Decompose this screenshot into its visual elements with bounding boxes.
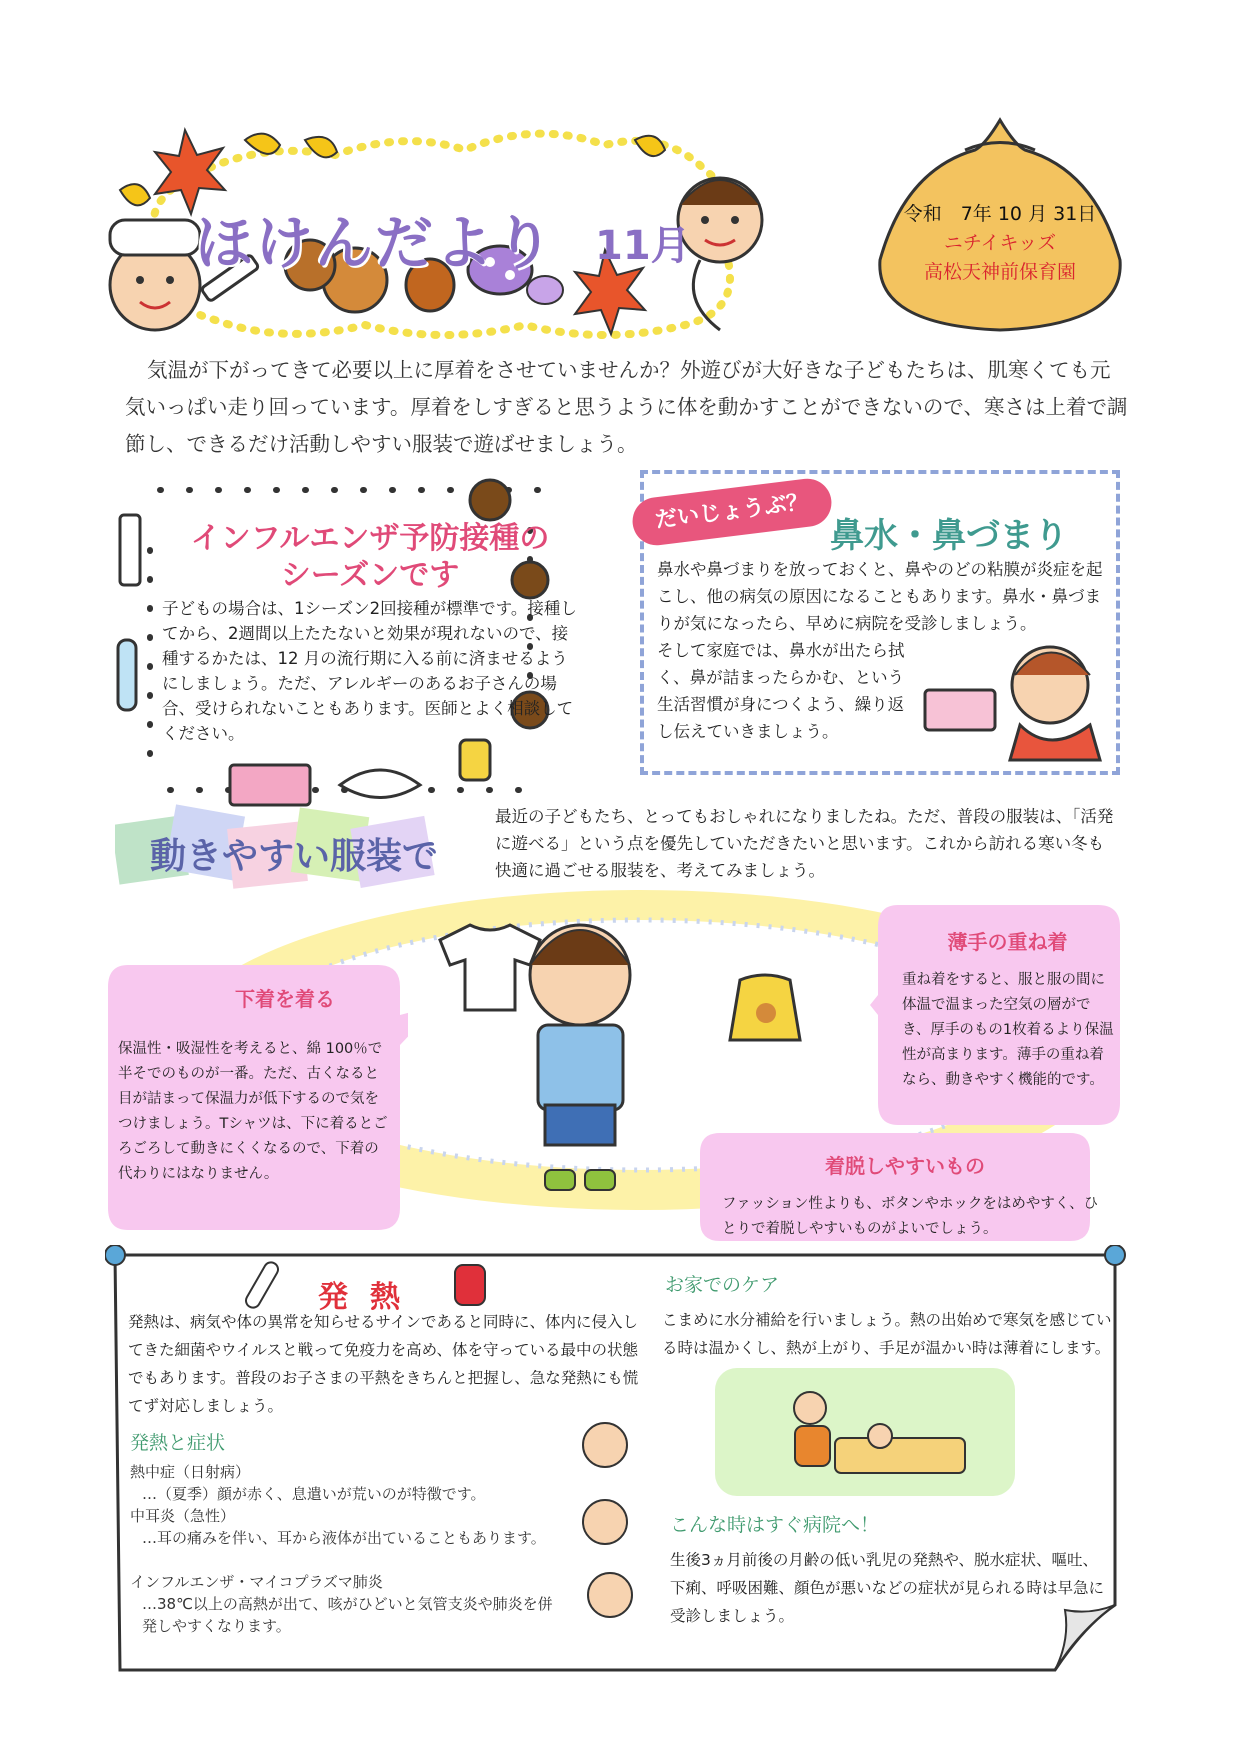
easy-wear-title: 着脱しやすいもの — [825, 1154, 985, 1178]
ice-pack-icon — [455, 1265, 485, 1305]
page-title: ほけんだより — [195, 209, 556, 277]
underwear-title: 下着を着る — [235, 987, 335, 1011]
thermometer-icon — [243, 1260, 280, 1310]
spray-bottle-icon — [460, 740, 490, 780]
hospital-text: 生後3ヵ月前後の月齢の低い乳児の発熱や、脱水症状、嘔吐、下痢、呼吸困難、顔色が悪いなどの症状が見られる時は早急に受診しましょう。 — [670, 1551, 1105, 1625]
issue-month: 11月 — [595, 223, 691, 269]
thermometer-icon — [118, 640, 136, 710]
syringe-icon — [120, 515, 140, 585]
symptom-desc: …38℃以上の高熱が出て、咳がひどいと気管支炎や肺炎を併発しやすくなります。 — [142, 1595, 553, 1635]
clothes-intro: 最近の子どもたち、とってもおしゃれになりましたね。ただ、普段の服装は、「活発に遊べる」という点を優先していただきたいと思います。これから訪れる寒い冬も快適に過ごせる服装を、考えてみましょう。 — [495, 807, 1114, 880]
child-blowing-nose-icon — [920, 640, 1110, 765]
symptoms-heading: 発熱と症状 — [130, 1432, 226, 1454]
symptom-name: 熱中症（日射病） — [130, 1463, 251, 1481]
issue-date: 令和 7年 10 月 31日 — [903, 203, 1097, 225]
home-care-text: こまめに水分補給を行いましょう。熱の出始めで寒気を感じている時は温かくし、熱が上がり、手足が温かい時は薄着にします。 — [662, 1311, 1112, 1357]
vest-icon — [730, 975, 800, 1040]
layering-text: 重ね着をすると、服と服の間に体温で温まった空気の層ができ、厚手のもの1枚着るより保温性が高まります。薄手の重ね着なら、動きやすく機能的です。 — [902, 972, 1114, 1088]
ginkgo-leaf-icon — [635, 136, 665, 156]
sick-child-face-icon — [583, 1423, 627, 1467]
clothes-title: 動きやすい服装で — [150, 836, 439, 877]
symptom-name: インフルエンザ・マイコプラズマ肺炎 — [130, 1573, 383, 1591]
hospital-heading: こんな時はすぐ病院へ！ — [670, 1514, 880, 1536]
symptom-desc: …（夏季）顔が赤く、息遣いが荒いのが特徴です。 — [142, 1485, 486, 1503]
tissue-box-icon — [230, 765, 310, 805]
influenza-text: 子どもの場合は、1シーズン2回接種が標準です。接種してから、2週間以上たたないと効果が現れないので、接種するかたは、12 月の流行期に入る前に済ませるようにしましょう。ただ、アレルギーのあるお子さんの場合、受けられないこともあります。医師とよく相談してください。 — [162, 599, 577, 743]
influenza-title — [150, 520, 590, 594]
symptom-desc: …耳の痛みを伴い、耳から液体が出ていることもあります。 — [142, 1529, 546, 1547]
school-name: 高松天神前保育園 — [923, 261, 1076, 283]
mask-icon — [340, 770, 420, 798]
ginkgo-leaf-icon — [120, 184, 150, 205]
influenza-title-line2: シーズンです — [280, 558, 460, 593]
germ-icon — [470, 480, 510, 520]
layering-title: 薄手の重ね着 — [947, 930, 1068, 954]
earache-child-face-icon — [583, 1500, 627, 1544]
nose-text-1: 鼻水や鼻づまりを放っておくと、鼻やのどの粘膜が炎症を起こし、他の病気の原因になることもあります。鼻水・鼻づまりが気になったら、早めに病院を受診しましょう。 — [657, 560, 1103, 633]
home-care-heading: お家でのケア — [665, 1274, 780, 1296]
ginkgo-leaf-icon — [245, 134, 280, 154]
org-name: ニチイキッズ — [943, 232, 1057, 254]
easy-wear-text: ファッション性よりも、ボタンやホックをはめやすく、ひとりで着脱しやすいものがよいでしょう。 — [722, 1196, 1099, 1237]
fever-text: 発熱は、病気や体の異常を知らせるサインであると同時に、体内に侵入してきた細菌やウイルスと戦って免疫力を高め、体を守っている最中の状態でもあります。普段のお子さまの平熱をきちんと把握し、急な発熱にも慌てず対応しましょう。 — [128, 1313, 639, 1415]
pin-icon — [105, 1245, 125, 1265]
intro-text: 気温が下がってきて必要以上に厚着をさせていませんか？外遊びが大好きな子どもたちは、肌寒くても元気いっぱい走り回っています。厚着をしすぎると思うように体を動かすことができないので、寒さは上着で調節し、できるだけ活動しやすい服装で遊ばせましょう。 — [125, 358, 1128, 456]
underwear-text: 保温性・吸湿性を考えると、綿 100％で半そでのものが一番。ただ、古くなると目が詰まって保温力が低下するので気をつけましょう。Tシャツは、下に着るとごろごろして動きにくくなるので、下着の代わりにはなりません。 — [118, 1041, 388, 1182]
chef-face-icon — [110, 220, 200, 330]
nose-title: 鼻水・鼻づまり — [830, 516, 1068, 556]
date-block — [875, 200, 1125, 287]
fever-decoration — [235, 1260, 1135, 1630]
nose-text-2: そして家庭では、鼻水が出たら拭く、鼻が詰まったらかむ、という生活習慣が身につくよう、繰り返し伝えていきましょう。 — [657, 641, 905, 741]
coughing-child-face-icon — [588, 1573, 632, 1617]
nose-badge: だいじょうぶ？ — [630, 476, 834, 548]
influenza-title-line1: インフルエンザ予防接種の — [190, 521, 550, 556]
symptom-name: 中耳炎（急性） — [130, 1507, 236, 1525]
fever-title: 発熱 — [318, 1280, 422, 1315]
